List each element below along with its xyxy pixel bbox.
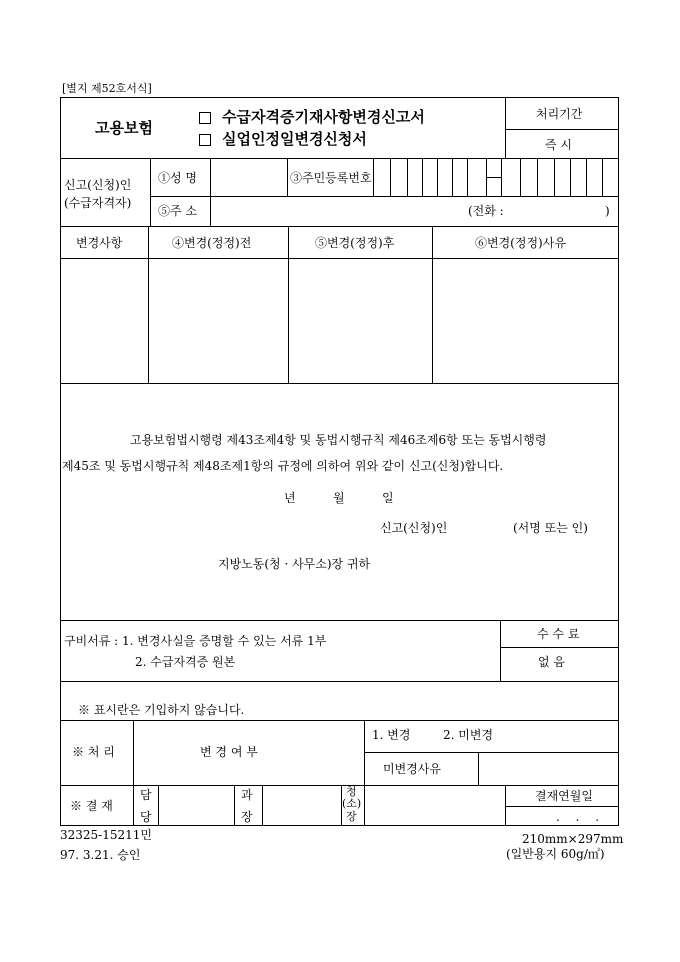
phone-label: (전화 : (468, 204, 504, 218)
frame-bottom (60, 825, 618, 826)
documents-item2: 2. 수급자격증 원본 (135, 655, 236, 669)
rrn-cell-line (520, 158, 521, 196)
section-bottom: 장 (241, 810, 253, 824)
changes-bottom (60, 383, 618, 384)
period-mid-line (505, 129, 618, 130)
fee-divider (500, 620, 501, 681)
period-label: 처리기간 (536, 107, 583, 121)
approval-info: 97. 3.21. 승인 (60, 848, 141, 862)
fee-mid-line (500, 647, 618, 648)
rrn-cell-line (570, 158, 571, 196)
note-bottom (60, 720, 618, 721)
approval-divider-3 (234, 785, 235, 825)
rrn-divider (287, 158, 288, 196)
rrn-cell-line (554, 158, 555, 196)
rrn-cell-line (452, 158, 453, 196)
rrn-cell-line (390, 158, 391, 196)
chief-bottom: 장 (346, 810, 357, 823)
frame-top (60, 97, 618, 98)
approval-date-label: 결재연월일 (535, 789, 593, 803)
rrn-cell-line (467, 158, 468, 196)
process-divider (133, 720, 134, 785)
rrn-dash (486, 177, 501, 178)
chief-mid: (소) (342, 797, 362, 810)
process-label: ※ 처 리 (72, 745, 115, 759)
statement-line1: 고용보험법시행령 제43조제4항 및 동법시행규칙 제46조제6항 또는 동법시행령 (130, 433, 547, 447)
applicant-bottom (60, 226, 618, 227)
applicant-divider (150, 158, 151, 226)
period-divider (505, 97, 506, 158)
date-month: 월 (333, 491, 345, 505)
changes-col4: ⑥변경(정정)사유 (475, 236, 566, 250)
name-label: ①성 명 (158, 171, 197, 185)
statement-bottom (60, 620, 618, 621)
rrn-cell-line (501, 158, 502, 196)
rrn-cell-line (407, 158, 408, 196)
reason-divider (478, 752, 479, 785)
approval-label: ※ 결 재 (70, 799, 113, 813)
option-changed[interactable]: 1. 변경 (372, 728, 411, 742)
applicant-label-2: (수급자격자) (64, 196, 132, 210)
approval-date-value: . . . (556, 810, 606, 824)
process-bottom (60, 785, 618, 786)
approval-divider-1 (133, 785, 134, 825)
chief-top: 청 (346, 785, 357, 798)
period-value: 즉 시 (545, 138, 572, 152)
approval-date-line (505, 806, 618, 807)
changes-divider-2 (288, 226, 289, 383)
address-label: ⑤주 소 (158, 204, 197, 218)
form-code: 32325-15211민 (60, 828, 152, 842)
phone-close: ) (605, 204, 610, 218)
approval-divider-4 (262, 785, 263, 825)
frame-left (60, 97, 61, 826)
signer-label: 신고(신청)인 (380, 521, 448, 535)
recipient: 지방노동(청 · 사무소)장 귀하 (218, 557, 371, 571)
title2: 실업인정일변경신청서 (222, 130, 367, 148)
frame-right (618, 97, 619, 826)
documents-item1: 구비서류 : 1. 변경사실을 증명할 수 있는 서류 1부 (64, 634, 327, 648)
rrn-cell-line (537, 158, 538, 196)
form-number: [별지 제52호서식] (62, 82, 152, 95)
section-top: 과 (241, 788, 253, 802)
rrn-cell-line (373, 158, 374, 196)
officer-top: 담 (140, 788, 152, 802)
change-status-label: 변 경 여 부 (200, 745, 258, 759)
rrn-cell-line (602, 158, 603, 196)
applicant-label-1: 신고(신청)인 (64, 178, 132, 192)
date-year: 년 (284, 491, 296, 505)
name-label-divider (210, 158, 211, 226)
changes-divider-3 (432, 226, 433, 383)
applicant-mid-line (150, 196, 618, 197)
statement-line2: 제45조 및 동법시행규칙 제48조제1항의 규정에 의하여 위와 같이 신고(신청)합니다. (62, 459, 504, 473)
changes-header-bottom (60, 258, 618, 259)
rrn-cell-line (437, 158, 438, 196)
title1: 수급자격증기재사항변경신고서 (222, 108, 425, 126)
header-bottom (60, 158, 618, 159)
date-day: 일 (382, 491, 394, 505)
changes-col2: ④변경(정정)전 (172, 236, 252, 250)
office-note: ※ 표시란은 기입하지 않습니다. (78, 703, 245, 717)
options-mid-line (364, 752, 618, 753)
changes-divider-1 (148, 226, 149, 383)
paper-type: (일반용지 60g/㎡) (506, 847, 605, 861)
officer-bottom: 당 (140, 810, 152, 824)
approval-divider-6 (364, 785, 365, 825)
changes-col3: ⑤변경(정정)후 (315, 236, 395, 250)
sign-note: (서명 또는 인) (513, 521, 588, 535)
title2-checkbox[interactable] (199, 134, 211, 146)
fee-value: 없 음 (538, 655, 565, 669)
rrn-cell-line (422, 158, 423, 196)
changes-col1: 변경사항 (76, 236, 123, 250)
approval-divider-2 (158, 785, 159, 825)
rrn-cell-line (586, 158, 587, 196)
title1-checkbox[interactable] (199, 112, 211, 124)
fee-label: 수 수 료 (537, 627, 580, 641)
option-unchanged[interactable]: 2. 미변경 (443, 728, 494, 742)
rrn-label: ③주민등록번호 (290, 171, 372, 185)
unchanged-reason-label: 미변경사유 (383, 762, 441, 776)
insurance-label: 고용보험 (95, 119, 153, 137)
documents-bottom (60, 681, 618, 682)
approval-divider-7 (505, 785, 506, 825)
paper-size: 210mm×297mm (522, 832, 624, 846)
